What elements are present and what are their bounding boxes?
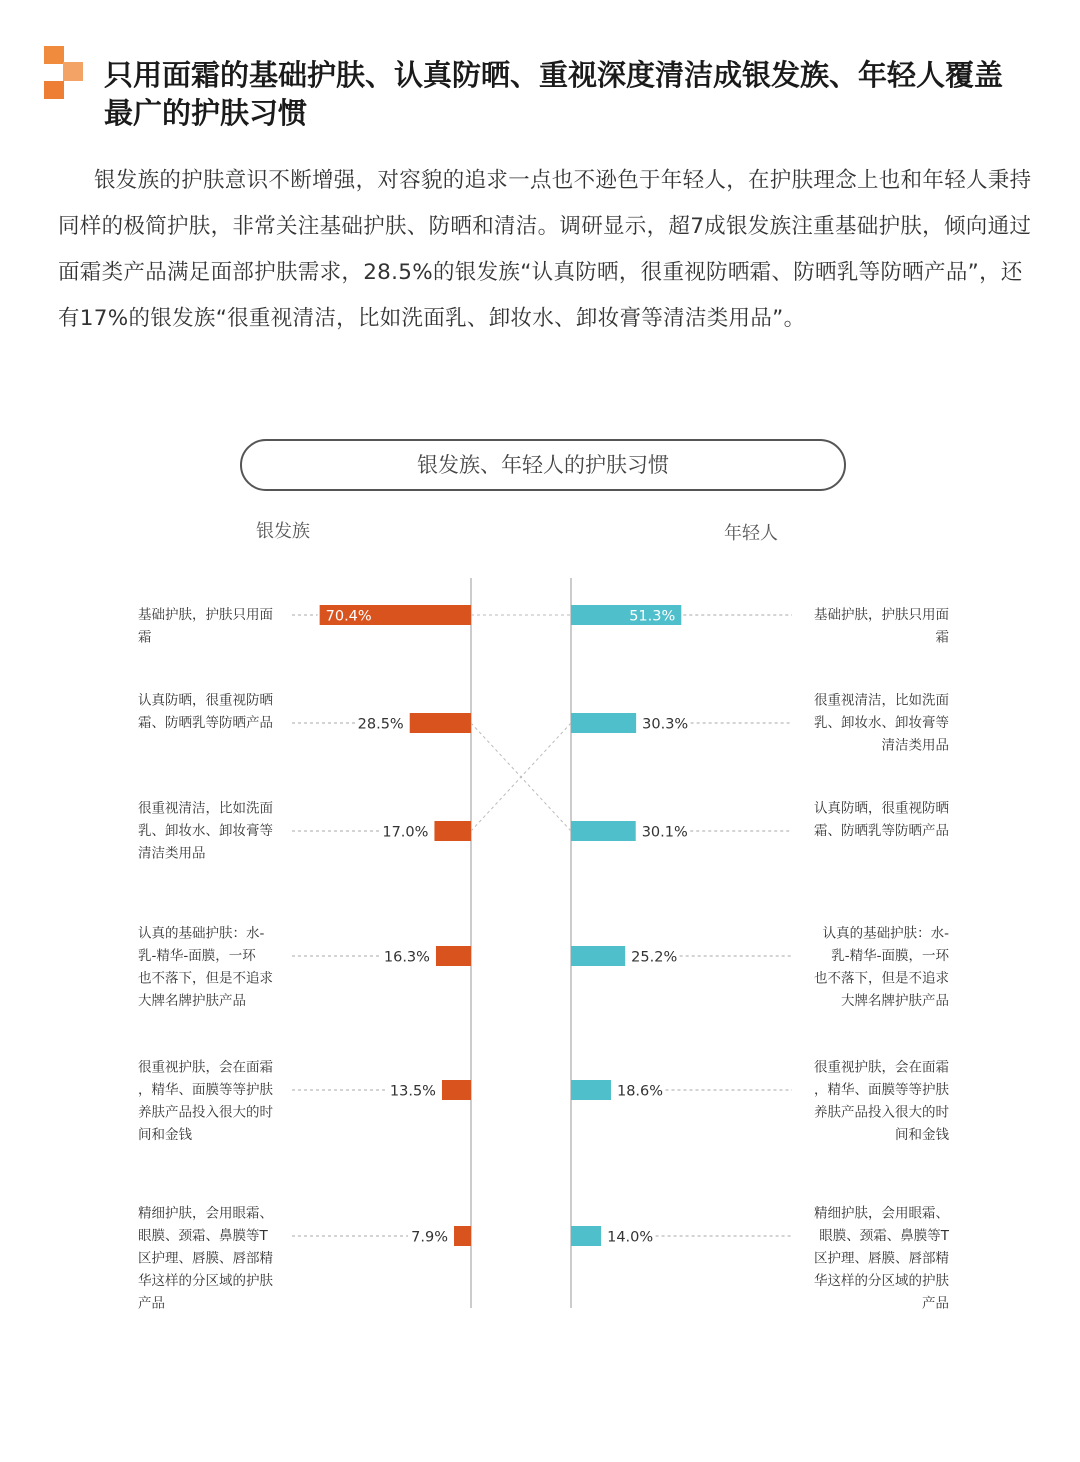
young-value-label-4: 18.6% bbox=[616, 1083, 664, 1100]
young-bar-5 bbox=[571, 1226, 601, 1246]
silver-category-label-5: 精细护肤，会用眼霜、眼膜、颈霜、鼻膜等T 区护理、唇膜、唇部精华这样的分区域的护肤产品 bbox=[138, 1205, 273, 1312]
silver-category-label-4: 很重视护肤，会在面霜，精华、面膜等等护肤养肤产品投入很大的时间和金钱 bbox=[138, 1059, 273, 1143]
young-bar-2 bbox=[571, 821, 636, 841]
silver-value-label-4: 13.5% bbox=[389, 1083, 436, 1100]
silver-bar-1 bbox=[410, 713, 471, 733]
silver-category-label-3: 认真的基础护肤：水-乳-精华-面膜，一环也不落下，但是不追求大牌名牌护肤产品 bbox=[138, 925, 273, 1009]
young-value-label-3: 25.2% bbox=[631, 949, 678, 966]
silver-bar-3 bbox=[436, 946, 471, 966]
silver-value-label-1: 28.5% bbox=[357, 716, 404, 733]
young-category-label-2: 认真防晒，很重视防晒霜、防晒乳等防晒产品 bbox=[814, 800, 949, 839]
silver-value-label-0: 70.4% bbox=[325, 608, 372, 625]
silver-category-label-1: 认真防晒，很重视防晒霜、防晒乳等防晒产品 bbox=[138, 692, 273, 731]
young-value-label-5: 14.0% bbox=[607, 1229, 654, 1246]
young-category-label-3: 认真的基础护肤：水-乳-精华-面膜，一环也不落下，但是不追求大牌名牌护肤产品 bbox=[814, 925, 949, 1009]
rank-connector-1 bbox=[471, 723, 571, 831]
young-category-label-5: 精细护肤，会用眼霜、眼膜、颈霜、鼻膜等T 区护理、唇膜、唇部精华这样的分区域的护肤产品 bbox=[814, 1205, 949, 1312]
silver-bar-2 bbox=[434, 821, 471, 841]
young-category-label-1: 很重视清洁，比如洗面乳、卸妆水、卸妆膏等清洁类用品 bbox=[814, 692, 949, 754]
silver-category-label-0: 基础护肤，护肤只用面霜 bbox=[138, 607, 273, 646]
right-group-label: 年轻人 bbox=[724, 523, 778, 544]
young-bar-1 bbox=[571, 713, 636, 733]
young-value-label-1: 30.3% bbox=[642, 716, 689, 733]
young-category-label-4: 很重视护肤，会在面霜，精华、面膜等等护肤养肤产品投入很大的时间和金钱 bbox=[814, 1059, 949, 1143]
silver-value-label-5: 7.9% bbox=[411, 1229, 449, 1246]
young-category-label-0: 基础护肤，护肤只用面霜 bbox=[814, 607, 949, 646]
silver-bar-4 bbox=[442, 1080, 471, 1100]
silver-value-label-2: 17.0% bbox=[382, 824, 429, 841]
intro-paragraph: 银发族的护肤意识不断增强，对容貌的追求一点也不逊色于年轻人，在护肤理念上也和年轻人秉持同样的极简护肤，非常关注基础护肤、防晒和清洁。调研显示，超7成银发族注重基础护肤，倾向通过面霜类产品满足面部护肤需求，28.5%的银发族“认真防晒，很重视防晒霜、防晒乳等防晒产品”，还有17%的银发族“很重视清洁，比如洗面乳、卸妆水、卸妆膏等清洁类用品”。 bbox=[58, 168, 1032, 331]
left-group-label: 银发族 bbox=[256, 521, 310, 542]
young-value-label-0: 51.3% bbox=[629, 608, 676, 625]
young-value-label-2: 30.1% bbox=[641, 824, 688, 841]
silver-value-label-3: 16.3% bbox=[383, 949, 430, 966]
young-bar-3 bbox=[571, 946, 625, 966]
page-title: 只用面霜的基础护肤、认真防晒、重视深度清洁成银发族、年轻人覆盖最广的护肤习惯 bbox=[104, 58, 1004, 130]
chart-title: 银发族、年轻人的护肤习惯 bbox=[240, 439, 846, 491]
silver-category-label-2: 很重视清洁，比如洗面乳、卸妆水、卸妆膏等清洁类用品 bbox=[138, 800, 273, 862]
young-bar-4 bbox=[571, 1080, 611, 1100]
silver-bar-5 bbox=[454, 1226, 471, 1246]
